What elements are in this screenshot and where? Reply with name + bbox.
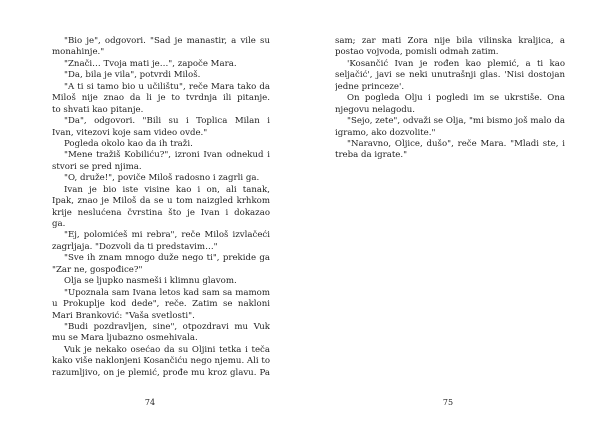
text-line: Olja se ljupko nasmeši i klimnu glavom. [64, 276, 237, 287]
text-line: seljačić', javi se neki unutrašnji glas. 'Nisi dostojan [335, 70, 565, 81]
text-line: Ivan, vitezovi koje sam video ovde." [52, 127, 208, 138]
left-page-text [52, 36, 270, 379]
text-line: ga. [52, 219, 66, 229]
text-line: "Sejo, zete", odvaži se Olja, "mi bismo još malo da [347, 116, 565, 127]
text-line: razumljivo, on je plemić, prođe mu kroz glavu. Pa [52, 367, 270, 378]
text-line: Pogleda okolo kao da ih traži. [64, 138, 193, 149]
text-line: igramo, ako dozvolite." [335, 127, 436, 138]
text-line: treba da igrate." [335, 150, 408, 161]
text-line: u Prokuplje kod dede", reče. Zatim se nakloni [52, 299, 270, 310]
text-line: krije neslućena čvrstina što je Ivan i dokazao [52, 207, 270, 218]
text-line: zagrljaja. "Dozvoli da ti predstavim…" [52, 241, 218, 252]
text-line: "Sve ih znam mnogo duže nego ti", prekide ga [64, 253, 270, 264]
text-line: "Zar ne, gospođice?" [52, 264, 143, 275]
text-line: njegovu nelagodu. [335, 104, 416, 115]
text-line: postao vojvoda, pomisli odmah zatim. [335, 47, 499, 58]
text-line: Ivan je bio iste visine kao i on, ali tanak, [64, 184, 270, 195]
text-line: monahinje." [52, 47, 105, 58]
right-page-text [335, 36, 565, 162]
text-line: "Upoznala sam Ivana letos kad sam sa mamom [64, 287, 270, 298]
text-line: "Da, bila je vila", potvrdi Miloš. [64, 70, 201, 81]
text-line: On pogleda Olju i pogledi im se ukrstiše. Ona [347, 93, 565, 104]
text-line: mu se Mara ljubazno osmehivala. [52, 333, 198, 344]
text-line: "Znači… Tvoja mati je…", započe Mara. [64, 58, 237, 69]
text-line: "Budi pozdravljen, sine", otpozdravi mu Vuk [64, 321, 270, 332]
text-line: 'Kosančić Ivan je rođen kao plemić, a ti kao [347, 58, 565, 69]
text-line: "O, druže!", poviče Miloš radosno i zagrli ga. [64, 173, 260, 184]
text-line: "A ti si tamo bio u učilištu", reče Mara tako da [64, 81, 270, 92]
text-line: "Mene tražiš Kobiliću?", izroni Ivan odnekud i [64, 150, 270, 161]
text-line: "Ej, polomićeš mi rebra", reče Miloš izvlačeći [64, 230, 270, 241]
text-line: Mari Branković: "Vaša svetlosti". [52, 310, 195, 321]
text-line: Vuk je nekako osećao da su Oljini tetka i teča [64, 344, 270, 355]
page-number-right: 75 [442, 398, 454, 407]
text-line: Ipak, znao je Miloš da se u tom naizgled krhkom [52, 196, 270, 207]
text-line: stvori se pred njima. [52, 161, 142, 172]
text-line: to shvati kao pitanje. [52, 104, 144, 115]
text-line: "Da", odgovori. "Bili su i Toplica Milan i [64, 116, 270, 127]
text-line: "Bio je", odgovori. "Sad je manastir, a vile su [64, 36, 270, 46]
text-line: "Naravno, Oljice, dušo", reče Mara. "Mladi ste, i [347, 138, 565, 149]
page-number-left: 74 [144, 398, 156, 407]
text-line: jedne princeze'. [335, 81, 405, 92]
text-line: Miloš nije znao da li je to tvrdnja ili pitanje. [52, 93, 270, 104]
text-line: kako više naklonjeni Kosančiću nego njemu. Ali to [52, 356, 270, 367]
text-line: sam; zar mati Zora nije bila vilinska kraljica, a [335, 36, 565, 46]
